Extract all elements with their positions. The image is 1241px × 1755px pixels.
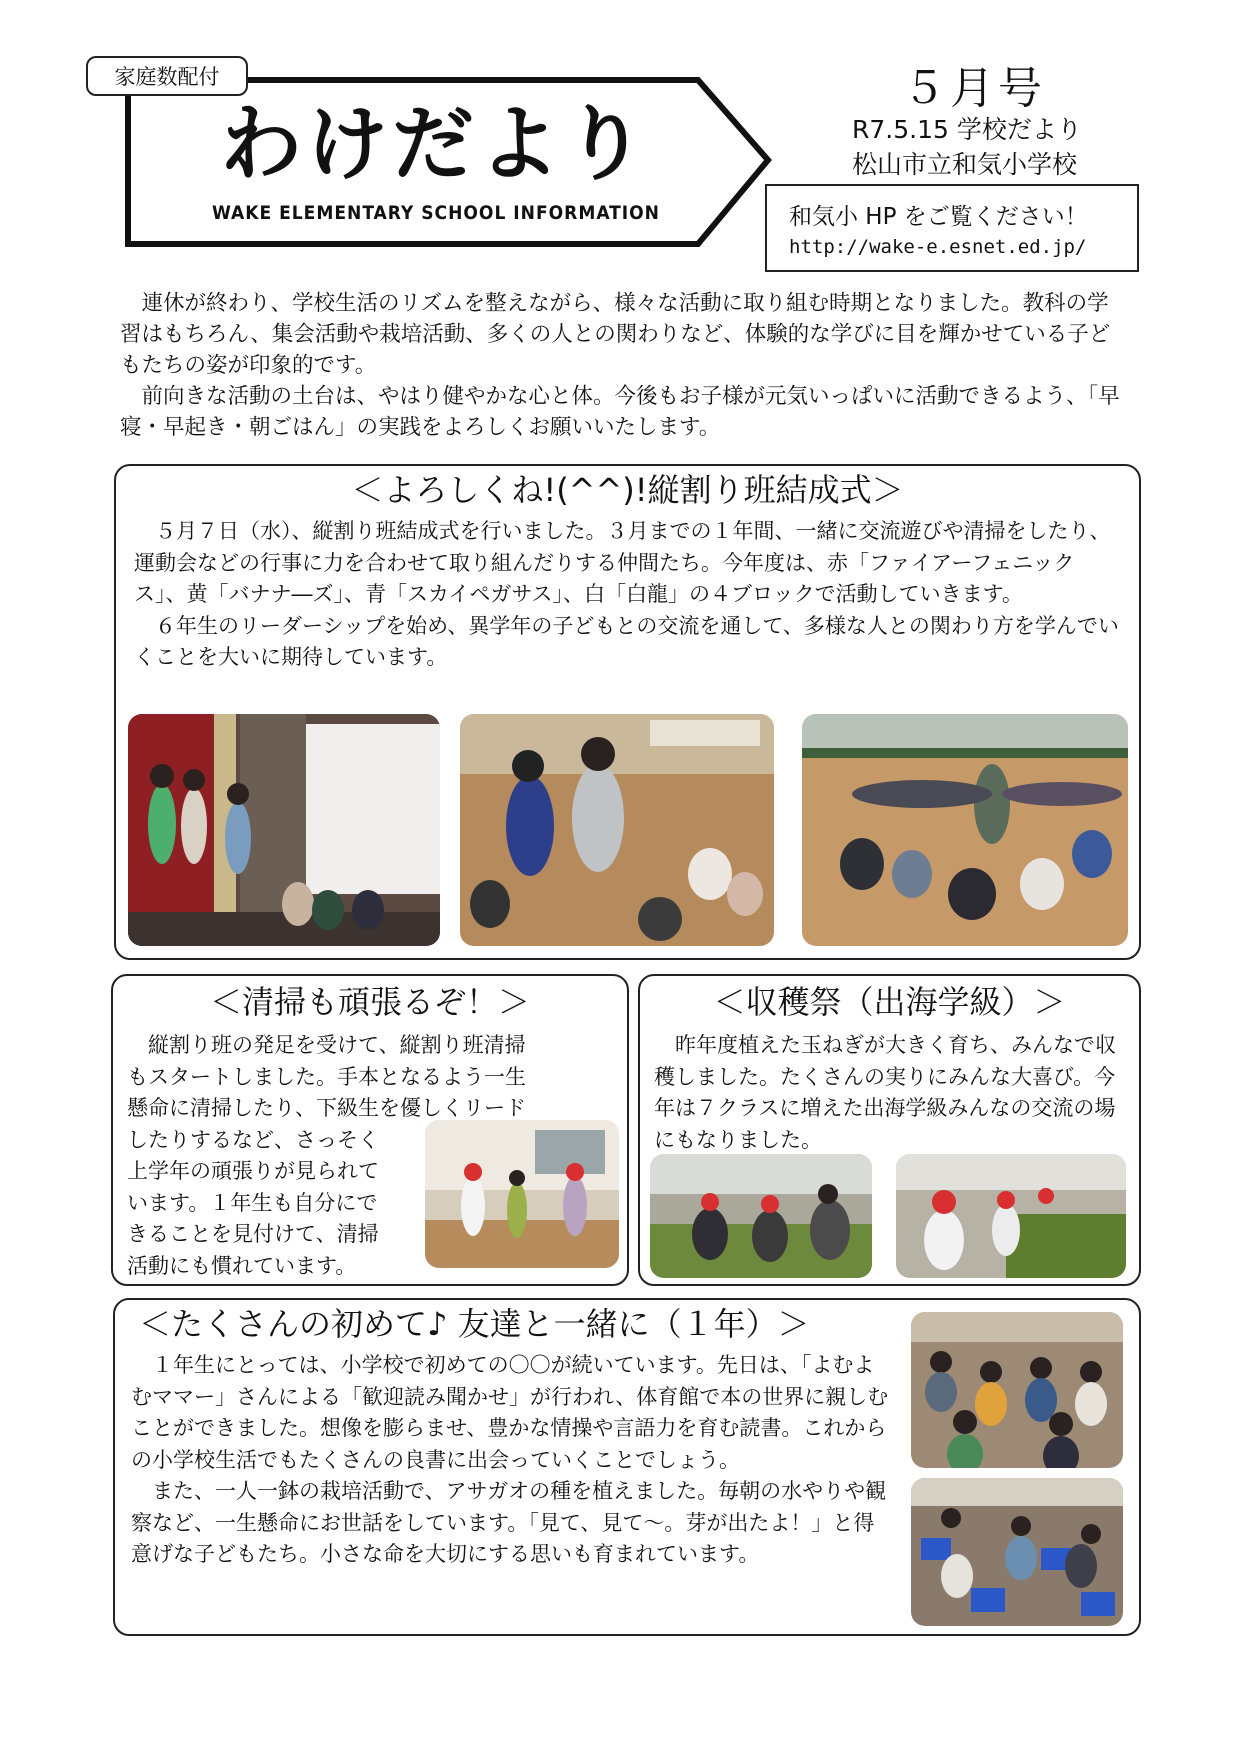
section-line: したりするなど、さっそく <box>127 1127 379 1152</box>
section-body <box>654 1030 1132 1156</box>
photo-harvest-1 <box>650 1154 872 1278</box>
section-line: もスタートしました。手本となるよう一生 <box>127 1064 526 1089</box>
intro-text <box>120 288 1130 443</box>
cleaning-section <box>111 974 629 1286</box>
first-grade-section <box>113 1298 1141 1636</box>
section-line: 懸命に清掃したり、下級生を優しくリード <box>127 1096 526 1120</box>
section-paragraph: １年生にとっては、小学校で初めての〇〇が続いています。先日は、「よむよむママー」さんによる「歓迎読み聞かせ」が行われ、体育館で本の世界に親しむことができました。想像を膨らませ、豊かな情操や言語力を育む読書。これからの小学校生活でもたくさんの良書に出会っていくことでしょう。 <box>131 1353 889 1472</box>
newsletter-subtitle: WAKE ELEMENTARY SCHOOL INFORMATION <box>212 202 660 224</box>
section-title: ＜よろしくね!(^^)!縦割り班結成式＞ <box>351 471 904 509</box>
photo-reading-event <box>911 1312 1123 1468</box>
section-paragraph: 昨年度植えた玉ねぎが大きく育ち、みんなで収穫しました。たくさんの実りにみんな大喜び。今年は７クラスに増えた出海学級みんなの交流の場にもなりました。 <box>654 1033 1116 1152</box>
section-line: きることを見付けて、清掃 <box>127 1222 379 1246</box>
photo-harvest-2 <box>896 1154 1126 1278</box>
section-line: 活動にも慣れています。 <box>127 1253 357 1278</box>
section-line: 上学年の頑張りが見られて <box>127 1159 379 1183</box>
harvest-section <box>638 974 1141 1286</box>
section-body <box>134 516 1124 674</box>
photo-group-talk <box>460 714 774 946</box>
section-title: ＜たくさんの初めて♪ 友達と一緒に（１年）＞ <box>139 1305 810 1343</box>
intro-paragraph: 前向きな活動の土台は、やはり健やかな心と体。今後もお子様が元気いっぱいに活動できるよう、「早寝・早起き・朝ごはん」の実践をよろしくお願いいたします。 <box>120 384 1120 440</box>
section-title: ＜収穫祭（出海学級）＞ <box>713 983 1066 1021</box>
photo-cleaning <box>425 1120 619 1268</box>
intro-paragraph: 連休が終わり、学校生活のリズムを整えながら、様々な活動に取り組む時期となりました。教科の学習はもちろん、集会活動や栽培活動、多くの人との関わりなど、体験的な学びに目を輝かせている子どもたちの姿が印象的です。 <box>120 291 1111 378</box>
section-paragraph: ５月７日（水）、縦割り班結成式を行いました。３月までの１年間、一緒に交流遊びや清掃をしたり、運動会などの行事に力を合わせて取り組んだりする仲間たち。今年度は、赤「ファイアーフェニックス」、黄「バナナ―ズ」、青「スカイペガサス」、白「白龍」の４ブロックで活動していきます。 <box>134 519 1111 606</box>
newsletter-title: わけだより <box>220 97 651 192</box>
issue-number: ５月号 <box>902 63 1046 114</box>
school-name: 松山市立和気小学校 <box>852 150 1078 179</box>
section-body <box>131 1350 895 1571</box>
section-paragraph: また、一人一鉢の栽培活動で、アサガオの種を植えました。毎朝の水やりや観察など、一生懸命にお世話をしています。「見て、見て～。芽が出たよ！」と得意げな子どもたち。小さな命を大切にする思いも育まれています。 <box>131 1479 887 1566</box>
homepage-box <box>765 184 1139 272</box>
section-line: います。１年生も自分にで <box>127 1190 378 1215</box>
photo-planting-seeds <box>911 1478 1123 1626</box>
photo-stage-ceremony <box>128 714 440 946</box>
issue-date: R7.5.15 学校だより <box>852 115 1082 144</box>
section-line: 縦割り班の発足を受けて、縦割り班清掃 <box>148 1033 526 1057</box>
distribution-badge: 家庭数配付 <box>86 56 248 96</box>
homepage-url[interactable]: http://wake-e.esnet.ed.jp/ <box>789 236 1087 258</box>
tatewari-section <box>114 464 1141 960</box>
section-paragraph: ６年生のリーダーシップを始め、異学年の子どもとの交流を通して、多様な人との関わり方を学んでいくことを大いに期待しています。 <box>134 613 1119 669</box>
photo-gym-groups <box>802 714 1128 946</box>
homepage-caption: 和気小 HP をご覧ください！ <box>789 204 1088 230</box>
section-title: ＜清掃も頑張るぞ！＞ <box>209 983 530 1021</box>
